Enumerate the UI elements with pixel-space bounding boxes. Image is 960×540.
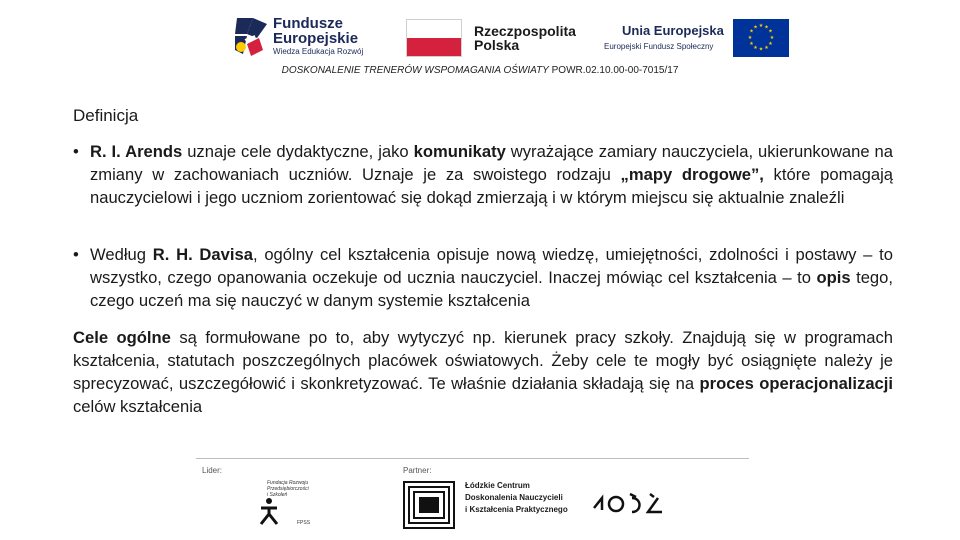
fe-line1: Fundusze xyxy=(273,15,343,32)
project-title: DOSKONALENIE TRENERÓW WSPOMAGANIA OŚWIATY xyxy=(281,65,549,76)
bullet-davis: • Według R. H. Davisa, ogólny cel kształcenia opisuje nową wiedzę, umiejętności, zdolności i postawy – to wszystko, czego opanowania oczekuje od ucznia nauczyciel. Inaczej mówiąc cel kształcenia – to opis tego, czego uczeń ma się nauczyć w danym systemie kształcenia xyxy=(73,245,894,310)
fe-subtitle: Wiedza Edukacja Rozwój xyxy=(273,47,364,56)
rp-line2: Polska xyxy=(474,37,520,53)
lodz-centre-name: Łódzkie Centrum Doskonalenia Nauczycieli i Kształcenia Praktycznego xyxy=(465,481,568,514)
svg-text:★: ★ xyxy=(753,45,758,51)
bullet-arends: • R. I. Arends uznaje cele dydaktyczne, jako komunikaty wyrażające zamiary nauczyciela, ukierunkowane na zmiany w zachowaniach uczniów. Uznaje je za swoistego rodzaju „mapy drogowe”, które pomagają nauczycielowi i jego uczniom zorientować się dokąd zmierzają i w którym miejscu się aktualnie znaleźli xyxy=(73,142,894,207)
rzeczpospolita-polska-logo xyxy=(406,19,576,57)
lodz-centre-square-icon xyxy=(403,481,455,529)
footer-divider xyxy=(196,458,749,459)
paragraph-cele-ogolne: Cele ogólne są formułowane po to, aby wytyczyć np. kierunek pracy szkoły. Znajdują się w programach kształcenia, statutach poszczególnych placówek oświatowych. Żeby cele te mogły być osiągnięte należy je sprecyzować, uszczegółowić i skonkretyzować. Te właśnie działania składają się na proces operacjonalizacji celów kształcenia xyxy=(73,328,894,416)
project-code-line xyxy=(0,65,960,76)
svg-text:★: ★ xyxy=(764,45,769,51)
bullet-dot: • xyxy=(73,142,79,161)
eu-flag-icon xyxy=(733,19,789,57)
lider-label: Lider: xyxy=(202,466,223,475)
svg-text:★: ★ xyxy=(768,28,773,35)
svg-text:★: ★ xyxy=(749,41,754,47)
svg-text:★: ★ xyxy=(758,46,764,53)
partner-label: Partner: xyxy=(403,466,432,475)
svg-text:★: ★ xyxy=(769,35,775,41)
svg-text:★: ★ xyxy=(758,23,764,29)
svg-text:★: ★ xyxy=(764,24,769,31)
rp-line1: Rzeczpospolita xyxy=(474,23,576,39)
ue-subtitle: Europejski Fundusz Społeczny xyxy=(604,42,714,51)
fpss-logo: Fundacja Rozwoju Przedsiębiorczości i Szkoleń FPSS xyxy=(255,480,315,528)
ue-title: Unia Europejska xyxy=(622,23,724,38)
polish-flag-icon xyxy=(406,19,462,57)
fundusze-europejskie-logo xyxy=(233,14,378,60)
walking-figure-icon xyxy=(257,496,287,526)
svg-text:★: ★ xyxy=(747,35,753,41)
section-title: Definicja xyxy=(73,106,139,125)
unia-europejska-logo xyxy=(600,19,790,59)
svg-text:★: ★ xyxy=(768,41,773,47)
bullet-dot: • xyxy=(73,245,79,264)
fundusze-europejskie-emblem-icon xyxy=(233,14,269,60)
fe-line2: Europejskie xyxy=(273,30,359,47)
project-code: POWR.02.10.00-00-7015/17 xyxy=(551,65,679,76)
svg-text:★: ★ xyxy=(749,28,754,35)
svg-text:★: ★ xyxy=(753,24,758,31)
lodz-city-logo-icon xyxy=(592,488,667,518)
